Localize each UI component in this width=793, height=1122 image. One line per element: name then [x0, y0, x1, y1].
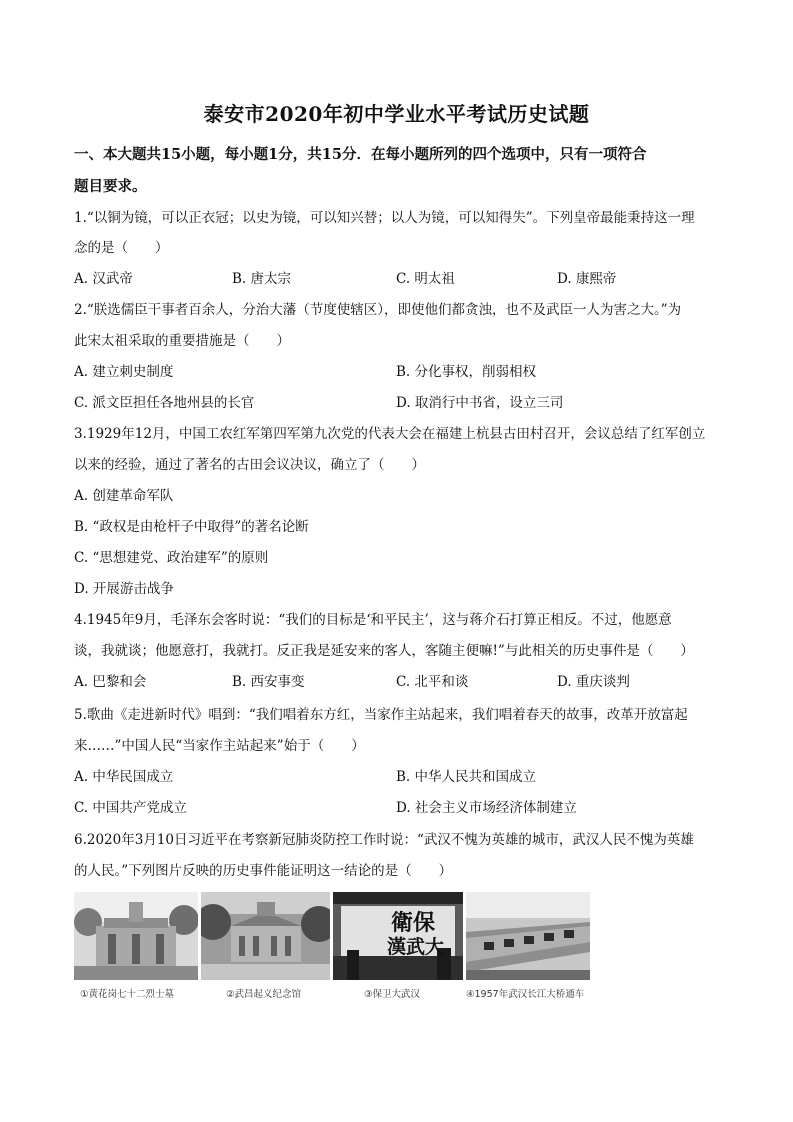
question-1-option-b[interactable]: B. 唐太宗 [232, 271, 292, 287]
question-4-text-line1: 4.1945年9月，毛泽东会客时说：“我们的目标是‘和平民主’，这与蒋介石打算正相反。不过，他愿意 [74, 612, 672, 628]
question-3-text-line2: 以来的经验，通过了著名的古田会议决议，确立了（ ） [74, 457, 425, 473]
question-3-option-a[interactable]: A. 创建革命军队 [74, 488, 174, 504]
photo-3-caption: ③保卫大武汉 [364, 989, 421, 1000]
section-instructions-line2: 题目要求。 [74, 178, 147, 195]
question-6-text-line1: 6.2020年3月10日习近平在考察新冠肺炎防控工作时说：“武汉不愧为英雄的城市，武汉人民不愧为英雄 [74, 832, 694, 848]
question-2-text-line2: 此宋太祖采取的重要措施是（ ） [74, 333, 290, 349]
question-2-option-c[interactable]: C. 派文臣担任各地州县的长官 [74, 395, 255, 411]
question-5-option-b[interactable]: B. 中华人民共和国成立 [396, 769, 537, 785]
page-title: 泰安市2020年初中学业水平考试历史试题 [203, 102, 590, 126]
question-2-option-d[interactable]: D. 取消行中书省，设立三司 [396, 395, 564, 411]
question-1-text-line1: 1.“以铜为镜，可以正衣冠；以史为镜，可以知兴替；以人为镜，可以知得失”。下列皇帝最能秉持这一理 [74, 210, 695, 226]
photo-huanghuagang-memorial[interactable] [74, 892, 198, 980]
photo-1-caption: ①黄花岗七十二烈士墓 [80, 989, 175, 1000]
question-1-option-a[interactable]: A. 汉武帝 [74, 271, 133, 287]
question-1-option-c[interactable]: C. 明太祖 [396, 271, 455, 287]
question-3-option-d[interactable]: D. 开展游击战争 [74, 581, 174, 597]
section-instructions-line1: 一、本大题共15小题，每小题1分，共15分．在每小题所列的四个选项中，只有一项符合 [74, 146, 647, 163]
question-3-text-line1: 3.1929年12月，中国工农红军第四军第九次党的代表大会在福建上杭县古田村召开，会议总结了红军创立 [74, 426, 706, 442]
poster-text-top: 衛保 [391, 910, 436, 936]
question-5-option-c[interactable]: C. 中国共产党成立 [74, 800, 187, 816]
photo-defend-wuhan[interactable] [333, 892, 463, 980]
photo-4-caption: ④1957年武汉长江大桥通车 [466, 989, 585, 1000]
photo-2-caption: ②武昌起义纪念馆 [226, 989, 302, 1000]
question-1-option-d[interactable]: D. 康熙帝 [557, 271, 617, 287]
museum-illustration [201, 892, 330, 980]
photo-wuhan-yangtze-bridge[interactable] [466, 892, 590, 980]
bridge-illustration [466, 892, 590, 980]
photo-wuchang-uprising-museum[interactable] [201, 892, 330, 980]
question-5-text-line1: 5.歌曲《走进新时代》唱到：“我们唱着东方红，当家作主站起来，我们唱着春天的故事，改革开放富起 [74, 707, 688, 723]
poster-text-bottom: 漢武大 [387, 936, 445, 958]
question-5-option-d[interactable]: D. 社会主义市场经济体制建立 [396, 800, 577, 816]
question-2-option-b[interactable]: B. 分化事权，削弱相权 [396, 364, 537, 380]
question-4-text-line2: 谈，我就谈；他愿意打，我就打。反正我是延安来的客人，客随主便嘛!”与此相关的历史事件是（ ） [74, 643, 694, 659]
question-3-option-b[interactable]: B. “政权是由枪杆子中取得”的著名论断 [74, 519, 309, 535]
question-6-text-line2: 的人民。”下列图片反映的历史事件能证明这一结论的是（ ） [74, 863, 453, 879]
question-5-option-a[interactable]: A. 中华民国成立 [74, 769, 174, 785]
question-1-text-line2: 念的是（ ） [74, 240, 169, 256]
question-4-option-c[interactable]: C. 北平和谈 [396, 674, 469, 690]
question-4-option-b[interactable]: B. 西安事变 [232, 674, 305, 690]
memorial-illustration [74, 892, 198, 980]
question-2-text-line1: 2.“朕选儒臣干事者百余人，分治大藩（节度使辖区），即使他们都贪浊，也不及武臣一人为害之大。”为 [74, 302, 682, 318]
question-4-option-a[interactable]: A. 巴黎和会 [74, 674, 147, 690]
question-2-option-a[interactable]: A. 建立刺史制度 [74, 364, 174, 380]
question-3-option-c[interactable]: C. “思想建党、政治建军”的原则 [74, 550, 269, 566]
question-5-text-line2: 来……”中国人民“当家作主站起来”始于（ ） [74, 738, 365, 754]
question-4-option-d[interactable]: D. 重庆谈判 [557, 674, 630, 690]
